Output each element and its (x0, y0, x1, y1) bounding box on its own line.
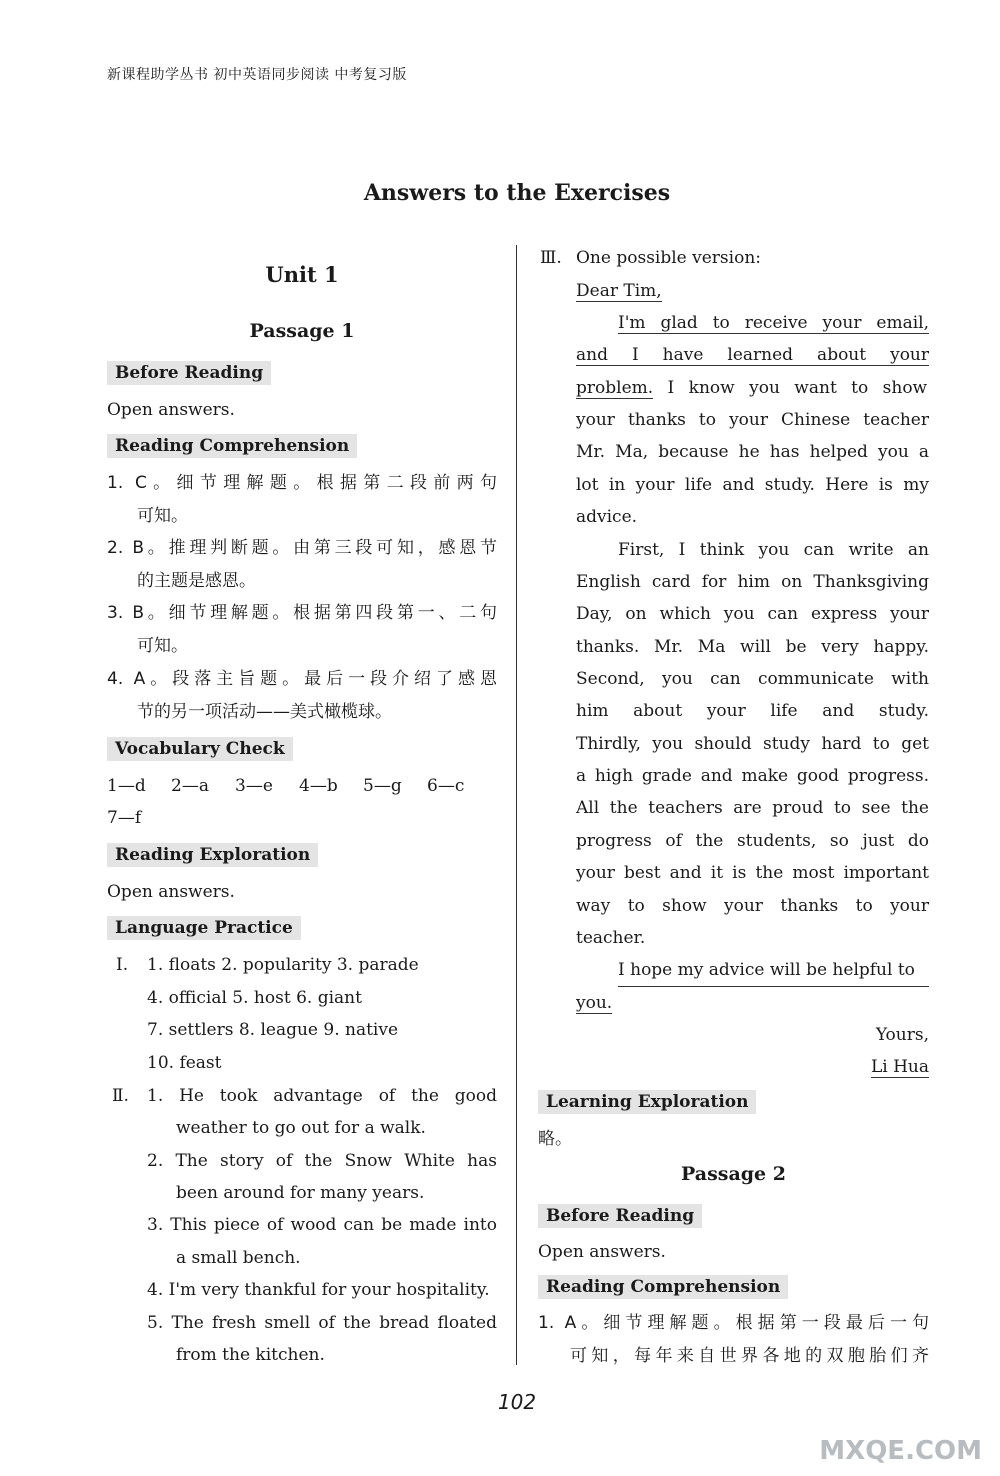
rc2-answer-1-line2: 可知，每年来自世界各地的双胞胎们齐 (570, 1346, 929, 1366)
section-vocabulary-check: Vocabulary Check (107, 737, 293, 761)
page-title: Answers to the Exercises (363, 180, 671, 206)
lp-part2-label: Ⅱ. (112, 1086, 129, 1106)
letter-para2-line: Day, on which you can express your (576, 604, 929, 624)
letter-closing: Yours, (875, 1025, 929, 1045)
letter-para1-line: your thanks to your Chinese teacher (576, 410, 929, 430)
vocab-item: 7—f (107, 808, 142, 828)
section-reading-comprehension-2: Reading Comprehension (538, 1275, 788, 1299)
before-reading-answer-2: Open answers. (538, 1242, 666, 1262)
book-header: 新课程助学丛书 初中英语同步阅读 中考复习版 (107, 67, 407, 83)
letter-para1-line: advice. (576, 507, 638, 527)
section-reading-exploration: Reading Exploration (107, 843, 318, 867)
rc2-answer-1-line1: 1. A。细节理解题。根据第一段最后一句 (538, 1313, 929, 1333)
watermark-logo: MXQE.COM (819, 1436, 982, 1466)
letter-signature: Li Hua (870, 1057, 929, 1077)
lp2-line: 5. The fresh smell of the bread floated (147, 1313, 497, 1333)
passage2-heading: Passage 2 (680, 1163, 786, 1185)
unit-heading: Unit 1 (265, 262, 339, 287)
page-number: 102 (497, 1390, 537, 1414)
letter-para1-line: Mr. Ma, because he has helped you a (576, 442, 929, 462)
section-before-reading: Before Reading (107, 361, 271, 385)
possible-version-intro: One possible version: (576, 248, 761, 268)
rc-answer-4-line1: 4. A。段落主旨题。最后一段介绍了感恩 (107, 669, 497, 689)
learning-exploration-answer: 略。 (538, 1129, 572, 1149)
letter-para2-line: First, I think you can write an (618, 540, 929, 560)
rc-answer-3-line2: 可知。 (137, 636, 188, 656)
rc-answer-1-line1: 1. C。细节理解题。根据第二段前两句 (107, 473, 497, 493)
vocab-answers-row1 (107, 770, 491, 802)
letter-para2-line: English card for him on Thanksgiving (576, 572, 929, 592)
column-divider (516, 245, 517, 1365)
section-reading-comprehension: Reading Comprehension (107, 434, 357, 458)
lp1-line: 10. feast (147, 1053, 222, 1073)
vocab-item: 1—d (107, 776, 146, 796)
lp-part1-label: Ⅰ. (116, 955, 129, 975)
lp1-line: 1. floats 2. popularity 3. parade (147, 955, 419, 975)
lp1-line: 4. official 5. host 6. giant (147, 988, 362, 1008)
vocab-item: 6—c (427, 776, 465, 796)
before-reading-answer: Open answers. (107, 400, 235, 420)
lp2-line: from the kitchen. (176, 1345, 325, 1365)
rc-answer-2-line2: 的主题是感恩。 (137, 571, 256, 591)
vocab-item: 5—g (363, 776, 402, 796)
lp-part3-label: Ⅲ. (540, 248, 562, 268)
vocab-item: 2—a (171, 776, 209, 796)
lp2-line: 1. He took advantage of the good (147, 1086, 497, 1106)
letter-para2-line: progress of the students, so just do (576, 831, 929, 851)
letter-para2-line: teacher. (576, 928, 646, 948)
letter-para3-line: I hope my advice will be helpful to (618, 954, 929, 987)
rc-answer-1-line2: 可知。 (137, 506, 188, 526)
lp2-line: 4. I'm very thankful for your hospitality. (147, 1280, 490, 1300)
letter-salutation: Dear Tim, (576, 281, 662, 301)
letter-para1-line: and I have learned about your (576, 345, 929, 365)
lp2-line: a small bench. (176, 1248, 301, 1268)
letter-para1-line: lot in your life and study. Here is my (576, 475, 929, 495)
letter-para2-line: All the teachers are proud to see the (576, 798, 929, 818)
letter-para2-line: thanks. Mr. Ma will be very happy. (576, 637, 929, 657)
passage-heading: Passage 1 (249, 320, 355, 342)
letter-para3-line: you. (576, 993, 613, 1013)
letter-para2-line: way to show your thanks to your (576, 896, 929, 916)
letter-para1-line: problem. I know you want to show (576, 378, 928, 398)
rc-answer-3-line1: 3. B。细节理解题。根据第四段第一、二句 (107, 603, 497, 623)
lp2-line: 2. The story of the Snow White has (147, 1151, 497, 1171)
section-learning-exploration: Learning Exploration (538, 1090, 756, 1114)
vocab-item: 4—b (299, 776, 338, 796)
letter-para2-line: your best and it is the most important (576, 863, 929, 883)
lp2-line: weather to go out for a walk. (176, 1118, 426, 1138)
letter-para2-line: him about your life and study. (576, 701, 929, 721)
section-language-practice: Language Practice (107, 916, 301, 940)
vocab-item: 3—e (235, 776, 273, 796)
rc-answer-2-line1: 2. B。推理判断题。由第三段可知，感恩节 (107, 538, 497, 558)
lp2-line: 3. This piece of wood can be made into (147, 1215, 497, 1235)
reading-exploration-answer: Open answers. (107, 882, 235, 902)
section-before-reading-2: Before Reading (538, 1204, 702, 1228)
lp2-line: been around for many years. (176, 1183, 425, 1203)
letter-para2-line: Thirdly, you should study hard to get (576, 734, 929, 754)
lp1-line: 7. settlers 8. league 9. native (147, 1020, 399, 1040)
letter-para1-line: I'm glad to receive your email, (618, 313, 929, 333)
letter-para2-line: Second, you can communicate with (576, 669, 929, 689)
letter-para2-line: a high grade and make good progress. (576, 766, 929, 786)
rc-answer-4-line2: 节的另一项活动——美式橄榄球。 (137, 702, 392, 722)
